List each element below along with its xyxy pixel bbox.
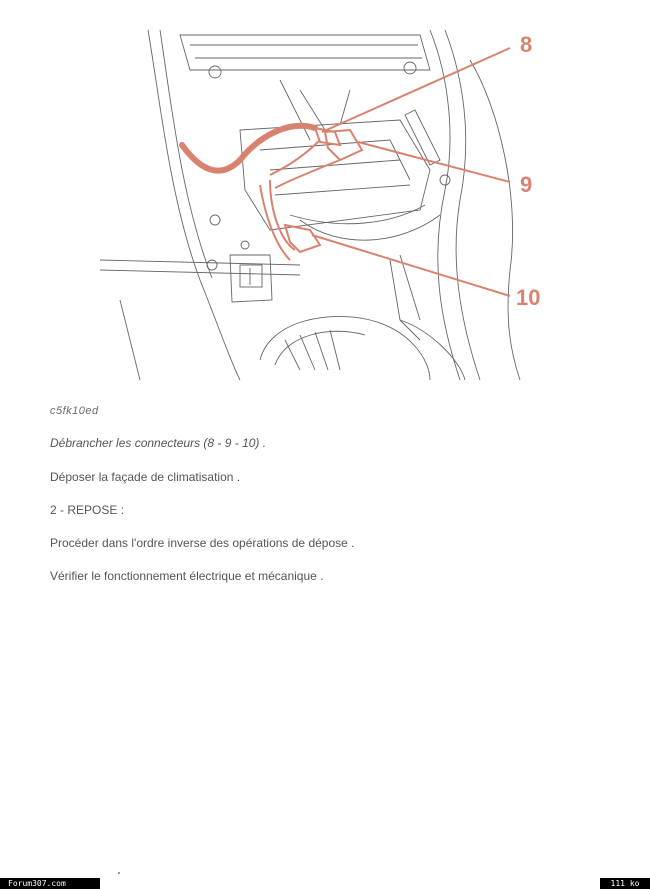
- callout-10: 10: [516, 285, 541, 310]
- instruction-remove-panel: Déposer la façade de climatisation .: [50, 470, 241, 484]
- instruction-verify: Vérifier le fonctionnement électrique et mécanique .: [50, 569, 324, 583]
- callout-9: 9: [520, 172, 533, 197]
- instruction-disconnect: Débrancher les connecteurs (8 - 9 - 10) .: [50, 436, 267, 450]
- callout-8: 8: [520, 32, 533, 57]
- technical-illustration: [100, 20, 560, 385]
- footer-site-label: Forum307.com: [0, 878, 100, 889]
- section-heading-repose: 2 - REPOSE :: [50, 503, 125, 517]
- figure-caption: c5fk10ed: [50, 405, 99, 417]
- footer-size-label: 111 ko: [600, 878, 650, 889]
- instruction-reverse-order: Procéder dans l'ordre inverse des opérations de dépose .: [50, 536, 355, 550]
- scan-speck: [118, 872, 120, 874]
- dashboard-drawing: [100, 20, 560, 385]
